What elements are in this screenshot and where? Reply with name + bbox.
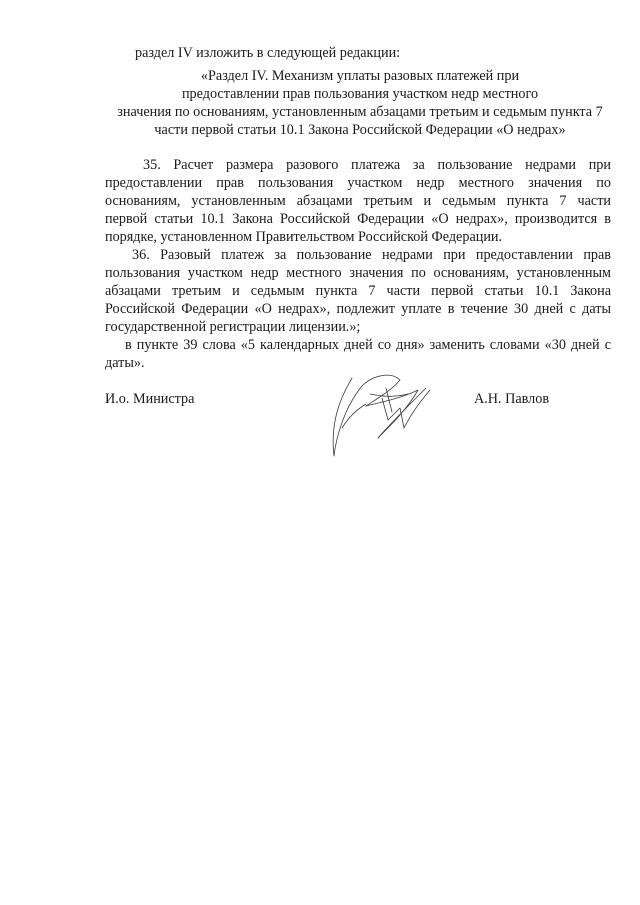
paragraph-36-line-4: Российской Федерации «О недрах», подлежит уплате в течение 30 дней с даты — [105, 301, 611, 317]
paragraph-35-line-5: порядке, установленном Правительством Российской Федерации. — [105, 229, 503, 245]
paragraph-39-line-1: в пункте 39 слова «5 календарных дней со дня» заменить словами «30 дней с — [125, 337, 611, 353]
paragraph-36-line-1: 36. Разовый платеж за пользование недрами при предоставлении прав — [132, 247, 611, 263]
section-heading-line-3: значения по основаниям, установленным абзацами третьим и седьмым пункта 7 — [117, 104, 603, 120]
paragraph-35-line-3: основаниям, установленным абзацами третьим и седьмым пункта 7 части — [105, 193, 611, 209]
paragraph-36-line-5: государственной регистрации лицензии.»; — [105, 319, 361, 335]
position-title: И.о. Министра — [105, 391, 195, 407]
handwritten-signature-icon — [322, 368, 442, 463]
paragraph-36-line-3: абзацами третьим и седьмым пункта 7 части первой статьи 10.1 Закона — [105, 283, 611, 299]
paragraph-35-line-1: 35. Расчет размера разового платежа за пользование недрами при — [143, 157, 611, 173]
paragraph-39-line-2: даты». — [105, 355, 145, 371]
intro-line: раздел IV изложить в следующей редакции: — [135, 45, 401, 61]
signer-name: А.Н. Павлов — [474, 391, 550, 407]
paragraph-36-line-2: пользования участком недр местного значения по основаниям, установленным — [105, 265, 611, 281]
section-heading-line-1: «Раздел IV. Механизм уплаты разовых платежей при — [200, 68, 520, 84]
section-heading-line-2: предоставлении прав пользования участком недр местного — [181, 86, 539, 102]
paragraph-35-line-2: предоставлении прав пользования участком недр местного значения по — [105, 175, 611, 191]
paragraph-35-line-4: первой статьи 10.1 Закона Российской Федерации «О недрах», производится в — [105, 211, 611, 227]
section-heading-line-4: части первой статьи 10.1 Закона Российской Федерации «О недрах» — [154, 122, 566, 138]
